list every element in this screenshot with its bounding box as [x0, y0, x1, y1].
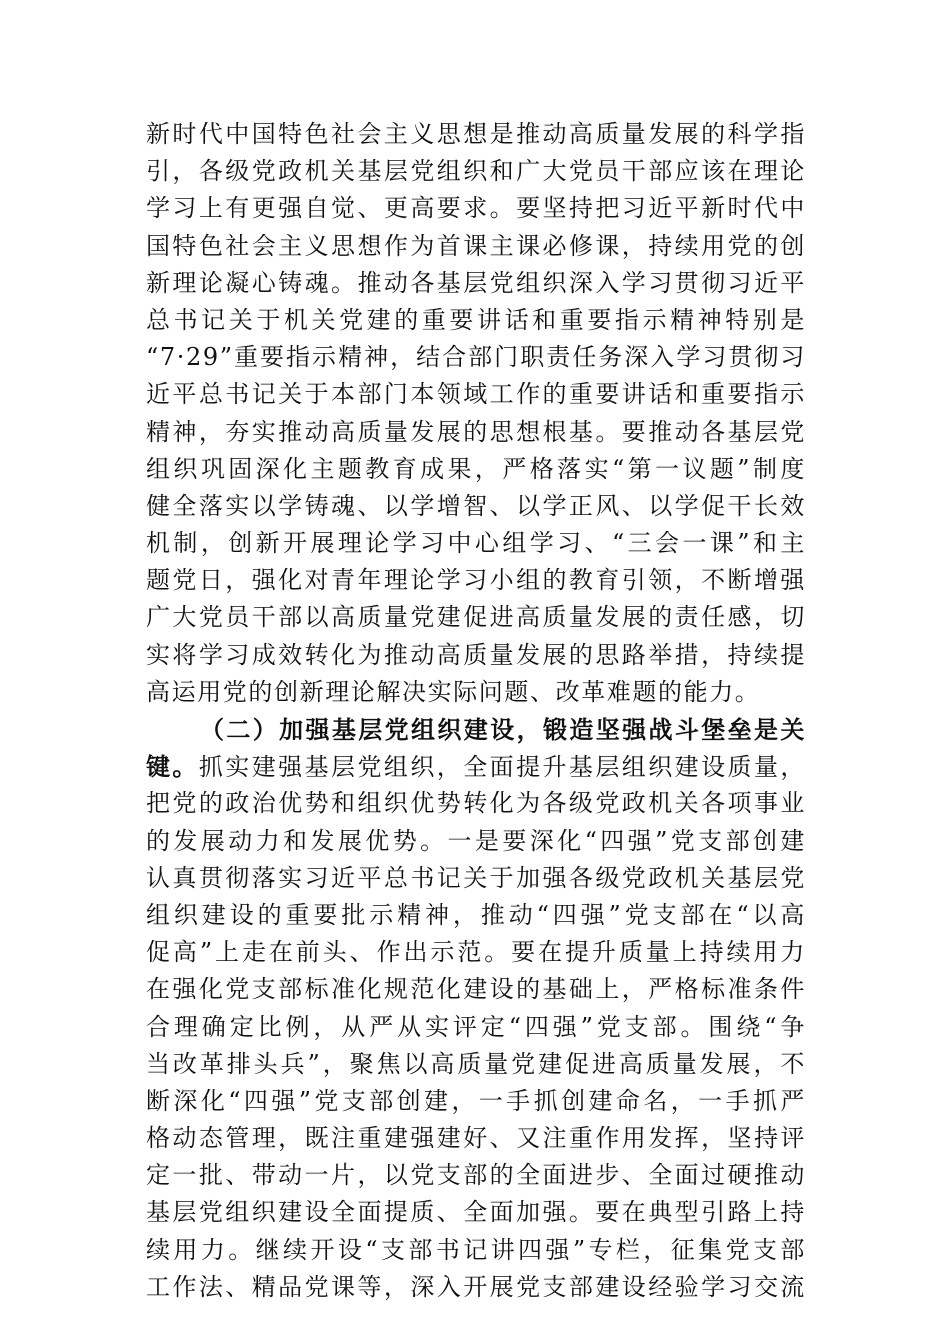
section-heading-end: 键。	[146, 752, 199, 782]
text-line: 健全落实以学铸魂、以学增智、以学正风、以学促干长效	[146, 491, 806, 520]
text-line: “7·29”重要指示精神，结合部门职责任务深入学习贯彻习	[146, 343, 806, 372]
text-line: 新时代中国特色社会主义思想是推动高质量发展的科学指	[146, 120, 806, 148]
text-line: 新理论凝心铸魂。推动各基层党组织深入学习贯彻习近平	[146, 268, 806, 297]
text-run: 抓实建强基层党组织，全面提升基层组织建设质量，	[198, 753, 806, 782]
text-line: 高运用党的创新理论解决实际问题、改革难题的能力。	[146, 677, 761, 706]
text-line: 认真贯彻落实习近平总书记关于加强各级党政机关基层党	[146, 863, 806, 892]
text-line	[146, 748, 806, 785]
text-line: 促高”上走在前头、作出示范。要在提升质量上持续用力	[146, 938, 806, 967]
text-line: 题党日，强化对青年理论学习小组的教育引领，不断增强	[146, 566, 806, 595]
text-line: 当改革排头兵”，聚焦以高质量党建促进高质量发展，不	[146, 1049, 806, 1078]
text-line: 把党的政治优势和组织优势转化为各级党政机关各项事业	[146, 789, 806, 818]
text-line: 工作法、精品党课等，深入开展党支部建设经验学习交流	[146, 1272, 806, 1301]
text-line: 精神，夯实推动高质量发展的思想根基。要推动各基层党	[146, 417, 806, 446]
section-heading: （二）加强基层党组织建设，锻造坚强战斗堡垒是关	[200, 715, 806, 744]
text-line: 组织巩固深化主题教育成果，严格落实“第一议题”制度	[146, 454, 806, 483]
body-text	[146, 116, 806, 1306]
text-line: 的发展动力和发展优势。一是要深化“四强”党支部创建	[146, 826, 806, 855]
text-line: 在强化党支部标准化规范化建设的基础上，严格标准条件	[146, 975, 806, 1004]
text-line: 组织建设的重要批示精神，推动“四强”党支部在“以高	[146, 900, 806, 929]
text-line: 合理确定比例，从严从实评定“四强”党支部。围绕“争	[146, 1012, 806, 1041]
paragraph-1	[146, 116, 806, 711]
text-line: 广大党员干部以高质量党建促进高质量发展的责任感，切	[146, 603, 806, 632]
text-line: 基层党组织建设全面提质、全面加强。要在典型引路上持	[146, 1198, 806, 1227]
text-line: 近平总书记关于本部门本领域工作的重要讲话和重要指示	[146, 380, 806, 409]
text-line: 总书记关于机关党建的重要讲话和重要指示精神特别是	[146, 305, 806, 334]
text-line: 断深化“四强”党支部创建，一手抓创建命名，一手抓严	[146, 1086, 806, 1115]
text-line: 格动态管理，既注重建强建好、又注重作用发挥，坚持评	[146, 1124, 806, 1153]
text-line: 引，各级党政机关基层党组织和广大党员干部应该在理论	[146, 157, 806, 186]
text-line: 定一批、带动一片，以党支部的全面进步、全面过硬推动	[146, 1161, 806, 1190]
text-line: 实将学习成效转化为推动高质量发展的思路举措，持续提	[146, 640, 806, 669]
text-line: 机制，创新开展理论学习中心组学习、“三会一课”和主	[146, 529, 806, 558]
text-line: 学习上有更强自觉、更高要求。要坚持把习近平新时代中	[146, 194, 806, 223]
text-line: 续用力。继续开设“支部书记讲四强”专栏，征集党支部	[146, 1235, 806, 1264]
paragraph-2	[146, 711, 806, 1306]
text-line: 国特色社会主义思想作为首课主课必修课，持续用党的创	[146, 231, 806, 260]
